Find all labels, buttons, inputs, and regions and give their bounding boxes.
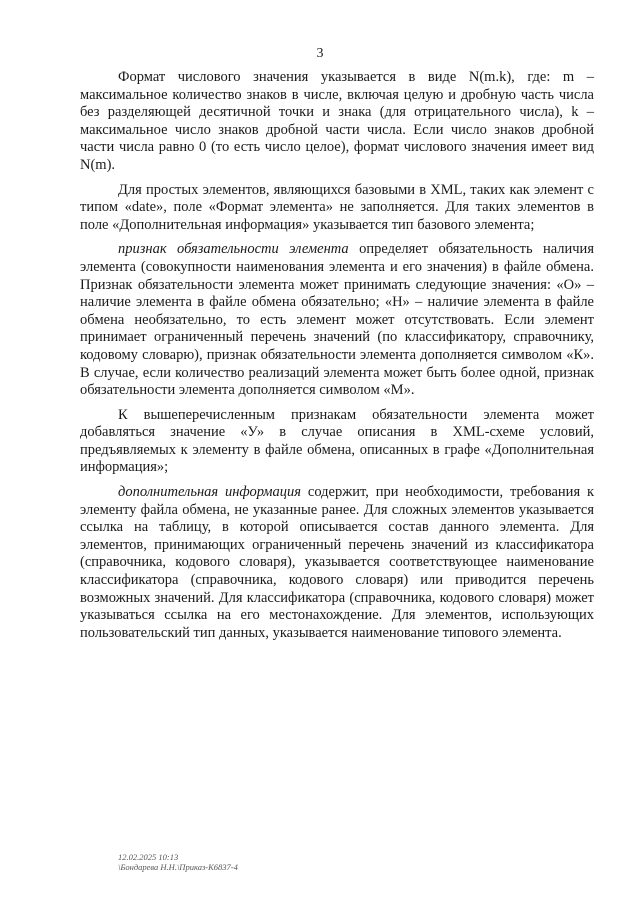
paragraph-text: Для простых элементов, являющихся базовыми в XML, таких как элемент с типом «date», поле «Формат элемента» не заполняется. Для таких элементов в поле «Дополнительная информация» указывается тип базового элемента; [80, 181, 594, 233]
paragraph-text: Формат числового значения указывается в виде N(m.k), где: m – максимальное количество знаков в числе, включая целую и дробную часть числа без разделяющей десятичной точки и знака (для отрицательного числа), k – максимальное число знаков дробной части числа. Если число знаков дробной части числа равно 0 (то есть число целое), формат числового значения имеет вид N(m). [80, 69, 594, 173]
document-footer-stamp [118, 852, 238, 872]
document-body [80, 69, 594, 642]
page-number: 3 [316, 46, 324, 61]
paragraph-text: содержит, при необходимости, требования к элементу файла обмена, не указанные ранее. Для сложных элементов указывается ссылка на таблицу, в которой описывается состав данного элемента. Для элементов, принимающих ограниченный перечень значений из классификатора (справочника, кодового словаря), указывается соответствующее наименование классификатора (справочника, кодового словаря) или приводится перечень возможных значений. Для классификатора (справочника, кодового словаря) может указываться ссылка на его местонахождение. Для элементов, использующих пользовательский тип данных, указывается наименование типового элемента. [80, 484, 594, 641]
paragraph-additional-flag [80, 407, 594, 477]
paragraph-number-format [80, 69, 594, 175]
term-additional-info: дополнительная информация [118, 484, 302, 501]
term-mandatory-flag: признак обязательности элемента [118, 241, 349, 258]
footer-document-path: \Бондарева Н.Н.\Приказ-К6837-4 [118, 862, 238, 872]
paragraph-mandatory-flag [80, 241, 594, 399]
paragraph-simple-elements [80, 182, 594, 235]
footer-timestamp: 12.02.2025 10:13 [118, 852, 179, 862]
paragraph-text: К вышеперечисленным признакам обязательности элемента может добавляться значение «У» в случае описания в XML-схеме условий, предъявляемых к элементу в файле обмена, описанных в графе «Дополнительная информация»; [80, 406, 594, 476]
paragraph-text: определяет обязательность наличия элемента (совокупности наименования элемента и его значения) в файле обмена. Признак обязательности элемента может принимать следующие значения: «О» – наличие элемента в файле обмена обязательно; «Н» – наличие элемента в файле обмена необязательно, то есть элемент может отсутствовать. Если элемент принимает ограниченный перечень значений (по классификатору, справочнику, кодовому словарю), признак обязательности элемента дополняется символом «К». В случае, если количество реализаций элемента может быть более одной, признак обязательности элемента дополняется символом «М». [80, 241, 594, 399]
paragraph-additional-info [80, 484, 594, 642]
